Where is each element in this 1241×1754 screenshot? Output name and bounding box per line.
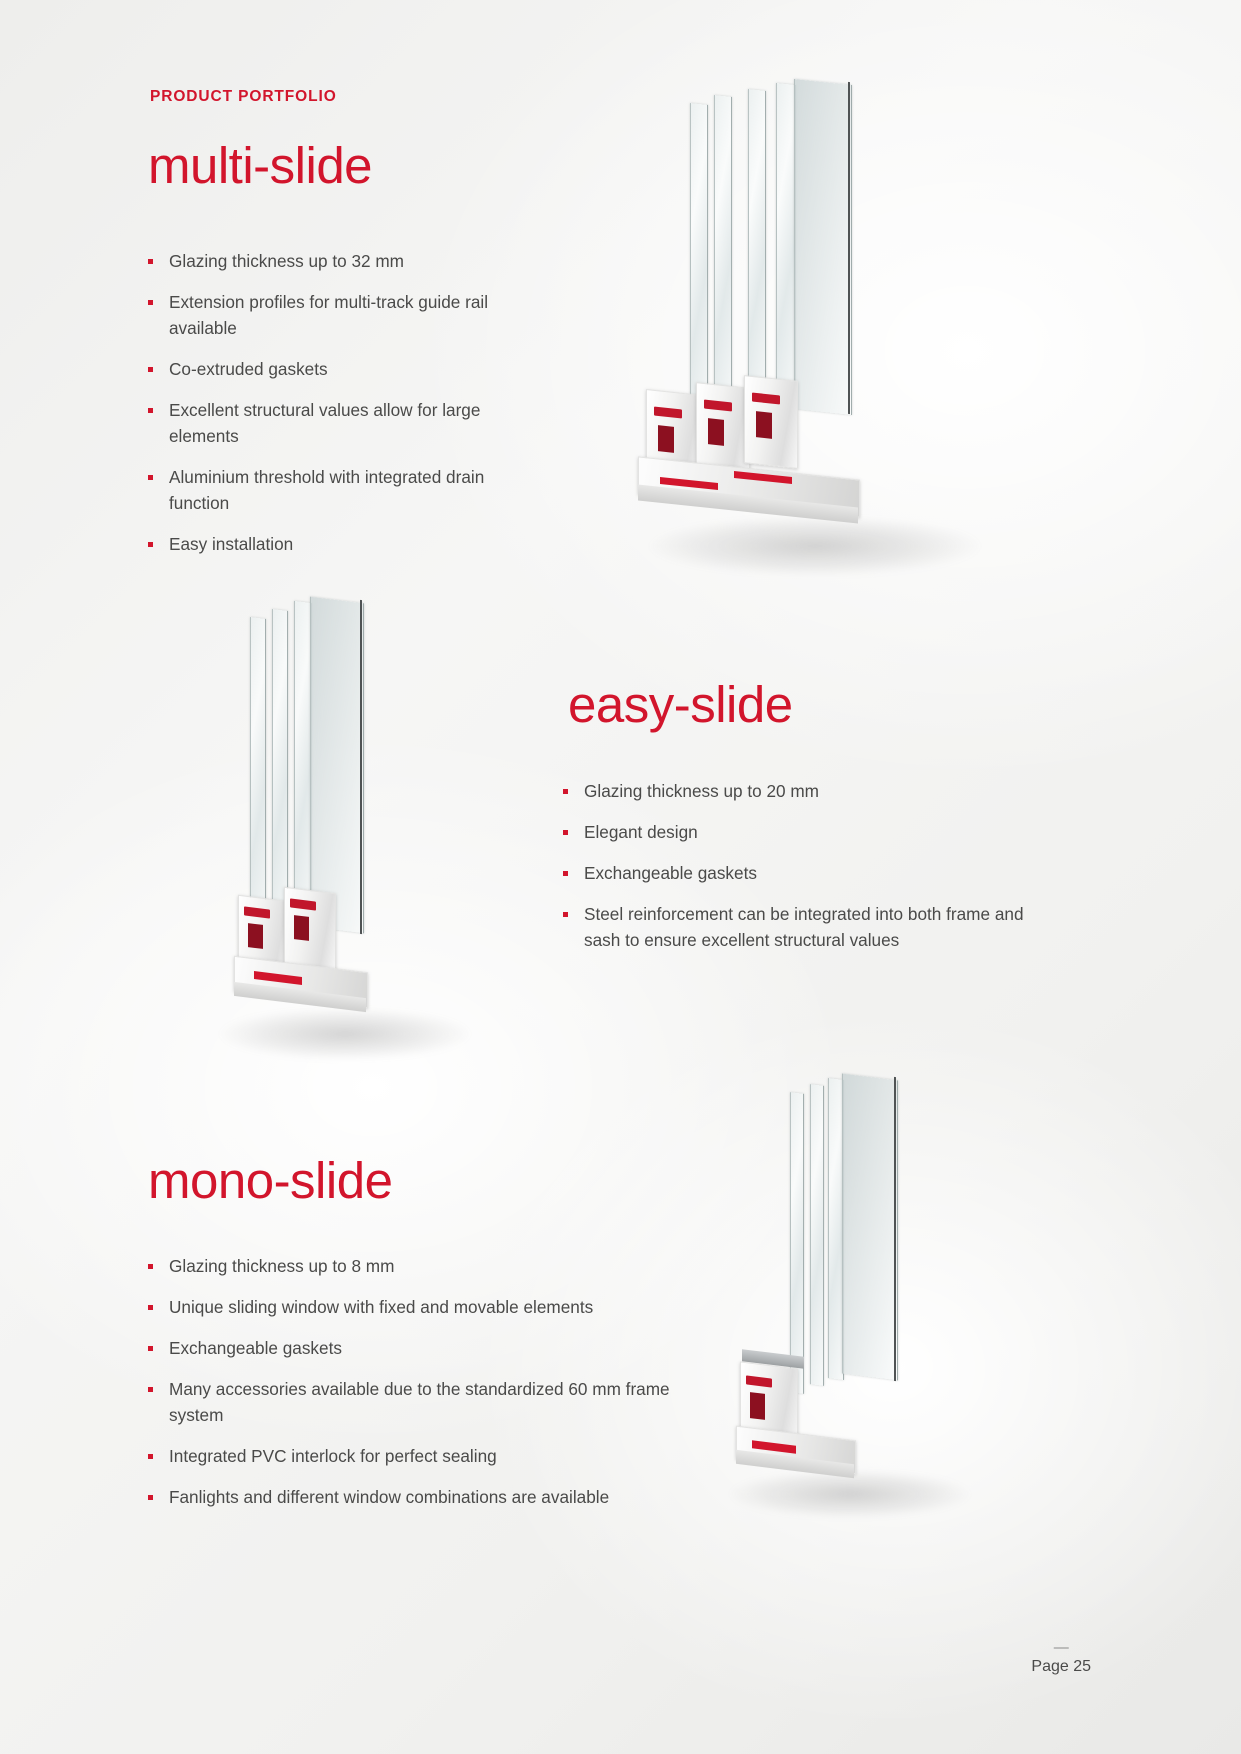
list-item: Co-extruded gaskets [148, 356, 548, 382]
feature-list-mono-slide [148, 1253, 688, 1525]
page-number: Page 25 [1031, 1658, 1091, 1675]
list-item: Many accessories available due to the standardized 60 mm frame system [148, 1376, 688, 1428]
glass-panel-face [310, 597, 364, 934]
glass-edge-line [848, 82, 850, 414]
glass-pane [810, 1084, 824, 1386]
gasket-chamber [248, 923, 263, 949]
list-item: Integrated PVC interlock for perfect sealing [148, 1443, 688, 1469]
glass-edge-line [894, 1077, 896, 1381]
gasket-chamber [750, 1392, 765, 1420]
render-shadow [650, 516, 980, 576]
glass-edge-line [360, 600, 362, 934]
glass-pane [748, 89, 766, 421]
list-item: Easy installation [148, 531, 548, 557]
feature-list-easy-slide [563, 778, 1053, 968]
mono-slide-profile-render [790, 1085, 950, 1525]
heading-easy-slide: easy-slide [568, 676, 793, 733]
list-item: Excellent structural values allow for large elements [148, 397, 548, 449]
page-footer [1031, 1639, 1091, 1676]
list-item: Exchangeable gaskets [563, 860, 1053, 886]
gasket-chamber [658, 425, 674, 453]
heading-mono-slide: mono-slide [148, 1152, 393, 1209]
list-item: Glazing thickness up to 32 mm [148, 248, 548, 274]
heading-multi-slide: multi-slide [148, 137, 373, 194]
glass-pane [790, 1092, 804, 1394]
list-item: Extension profiles for multi-track guide rail available [148, 289, 548, 341]
glass-panel-face [842, 1074, 898, 1381]
list-item: Fanlights and different window combinations are available [148, 1484, 688, 1510]
multi-slide-profile-render [690, 96, 1020, 526]
list-item: Glazing thickness up to 20 mm [563, 778, 1053, 804]
list-item: Glazing thickness up to 8 mm [148, 1253, 688, 1279]
section-eyebrow: PRODUCT PORTFOLIO [150, 88, 337, 105]
gasket-chamber [756, 411, 772, 439]
render-shadow [220, 1008, 470, 1060]
list-item: Exchangeable gaskets [148, 1335, 688, 1361]
glass-panel-face [794, 79, 852, 415]
gasket-chamber [708, 418, 724, 446]
glass-pane [714, 95, 732, 427]
easy-slide-profile-render [250, 608, 480, 1068]
feature-list-multi-slide [148, 248, 548, 572]
gasket-chamber [294, 915, 309, 941]
list-item: Steel reinforcement can be integrated into both frame and sash to ensure excellent structural values [563, 901, 1053, 953]
glass-pane [776, 83, 796, 415]
list-item: Unique sliding window with fixed and movable elements [148, 1294, 688, 1320]
list-item: Elegant design [563, 819, 1053, 845]
list-item: Aluminium threshold with integrated drain function [148, 464, 548, 516]
footer-rule: — [1053, 1639, 1069, 1656]
